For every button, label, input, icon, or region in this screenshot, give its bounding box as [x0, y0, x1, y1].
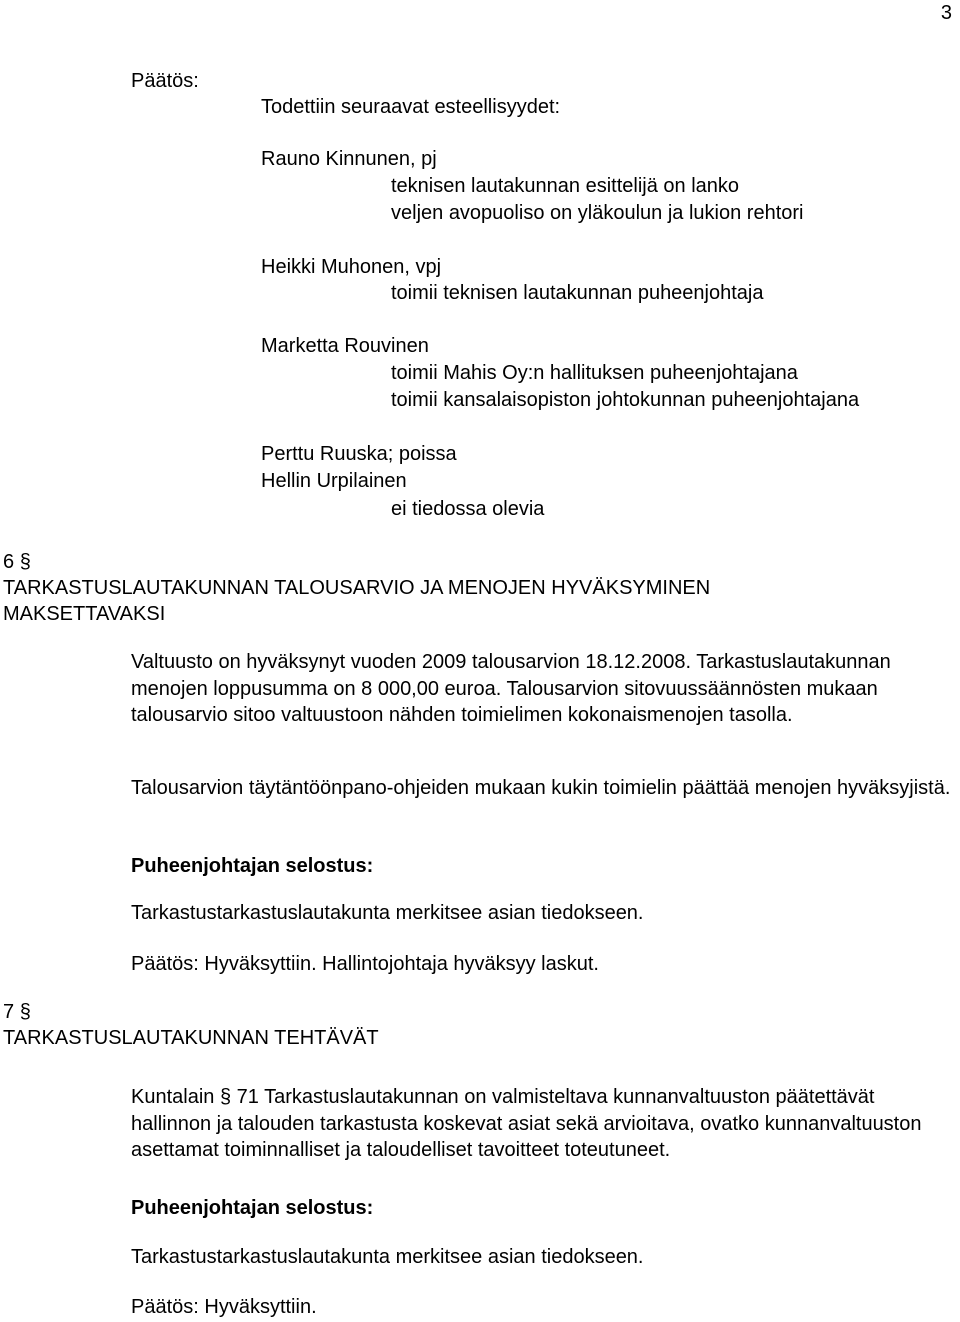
body-text: Tarkastustarkastuslautakunta merkitsee asian tiedokseen.: [131, 1246, 644, 1268]
section-symbol: §: [19, 551, 31, 573]
person-detail: ei tiedossa olevia: [391, 498, 545, 520]
section-title: TARKASTUSLAUTAKUNNAN TEHTÄVÄT: [3, 1027, 379, 1049]
decision-text: Päätös: Hyväksyttiin.: [131, 1296, 317, 1318]
person-detail: veljen avopuoliso on yläkoulun ja lukion rehtori: [391, 202, 804, 224]
decision-label: Päätös:: [131, 70, 199, 92]
person-name: Heikki Muhonen, vpj: [261, 256, 442, 278]
decision-text: Päätös: Hyväksyttiin. Hallintojohtaja hyväksyy laskut.: [131, 953, 599, 975]
person-name: Perttu Ruuska; poissa: [261, 443, 457, 465]
section-title: MAKSETTAVAKSI: [3, 603, 166, 625]
person-detail: toimii Mahis Oy:n hallituksen puheenjohtajana: [391, 362, 798, 384]
decision-intro: Todettiin seuraavat esteellisyydet:: [261, 96, 561, 118]
person-name: Hellin Urpilainen: [261, 470, 407, 492]
page-number: 3: [940, 2, 952, 24]
person-name: Rauno Kinnunen, pj: [261, 148, 437, 170]
subheading: Puheenjohtajan selostus:: [131, 855, 374, 877]
body-text: Tarkastustarkastuslautakunta merkitsee asian tiedokseen.: [131, 902, 644, 924]
person-detail: toimii kansalaisopiston johtokunnan puheenjohtajana: [391, 389, 860, 411]
paragraph-text: 71 Tarkastuslautakunnan on valmisteltava kunnanvaltuuston päätettävät hallinnon ja talouden tarkastusta koskevat asiat sekä arvioitava, ovatko kunnanvaltuuston asettamat toiminnalliset ja taloudelliset tavoitteet toteutuneet.: [131, 1086, 922, 1161]
section-number: 7: [3, 1001, 15, 1023]
section-title: TARKASTUSLAUTAKUNNAN TALOUSARVIO JA MENOJEN HYVÄKSYMINEN: [3, 577, 711, 599]
paragraph-prefix: Kuntalain: [131, 1086, 215, 1108]
body-paragraph: Talousarvion täytäntöönpano-ohjeiden mukaan kukin toimielin päättää menojen hyväksyjistä.: [131, 777, 951, 799]
section-6-heading: [3, 549, 710, 627]
section-number: 6: [3, 551, 15, 573]
paragraph-symbol: §: [219, 1086, 232, 1108]
section-symbol: §: [19, 1001, 31, 1023]
person-detail: teknisen lautakunnan esittelijä on lanko: [391, 175, 740, 197]
body-paragraph: [131, 1084, 951, 1164]
person-detail: toimii teknisen lautakunnan puheenjohtaja: [391, 282, 764, 304]
body-paragraph: Valtuusto on hyväksynyt vuoden 2009 talousarvion 18.12.2008. Tarkastuslautakunnan menojen loppusumma on 8 000,00 euroa. Talousarvion sitovuussäännösten mukaan talousarvio sitoo valtuustoon nähden toimielimen kokonaismenojen tasolla.: [131, 651, 891, 726]
subheading: Puheenjohtajan selostus:: [131, 1197, 374, 1219]
section-7-heading: [3, 999, 379, 1051]
person-name: Marketta Rouvinen: [261, 335, 429, 357]
